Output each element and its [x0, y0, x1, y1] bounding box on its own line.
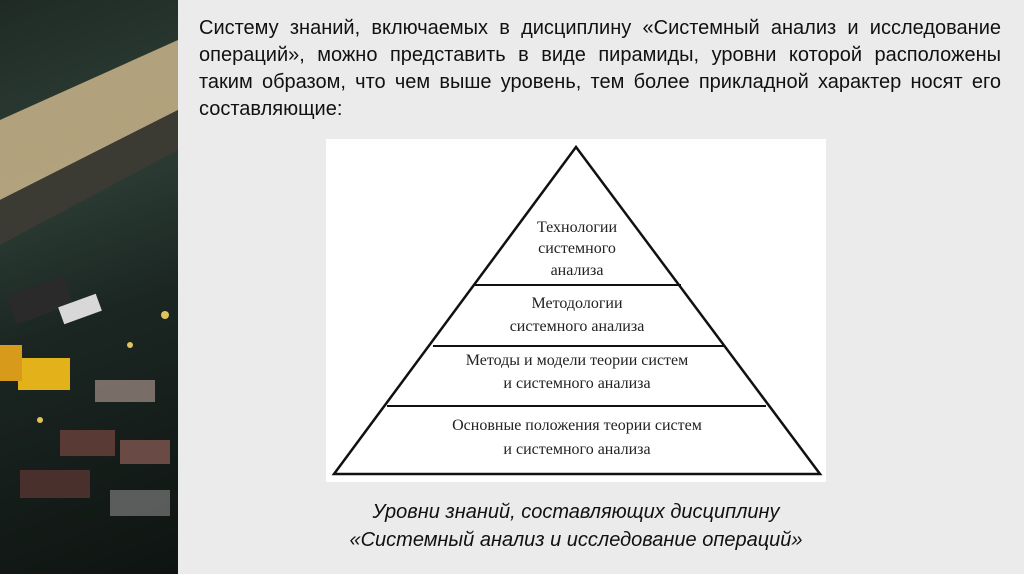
level-3-line-2: и системного анализа [503, 375, 651, 392]
pyramid-level-3 [466, 352, 689, 392]
circuit-board-illustration [0, 0, 178, 574]
level-1-line-3: анализа [550, 262, 604, 279]
circuit-board-photo [0, 0, 178, 574]
level-4-line-1: Основные положения теории систем [452, 417, 702, 434]
pyramid-level-1 [537, 219, 618, 279]
resistor-component [60, 430, 115, 456]
pyramid-svg [326, 139, 826, 482]
level-1-line-1: Технологии [536, 219, 618, 236]
level-2-line-2: системного анализа [509, 318, 645, 335]
caption-line-1: Уровни знаний, составляющих дисциплину [372, 501, 780, 523]
resistor-component [110, 490, 170, 516]
intro-paragraph: Систему знаний, включаемых в дисциплину «Системный анализ и исследование операций», можно представить в виде пирамиды, уровни которой расположены таким образом, что чем выше уровень, тем более прикладной характер носят его составляющие: [199, 17, 1001, 120]
pyramid-diagram [326, 139, 826, 482]
caption-line-2: «Системный анализ и исследование операций» [349, 529, 803, 551]
capacitor-yellow [18, 358, 70, 390]
solder-pad [127, 342, 133, 348]
level-1-line-2: системного [538, 240, 616, 257]
solder-pad [37, 417, 43, 423]
capacitor-orange [0, 345, 22, 381]
resistor-component [95, 380, 155, 402]
resistor-component [120, 440, 170, 464]
level-3-line-1: Методы и модели теории систем [465, 352, 689, 369]
level-2-line-1: Методологии [531, 295, 623, 312]
pyramid-level-2 [510, 295, 645, 335]
diagram-caption [326, 498, 826, 554]
level-4-line-2: и системного анализа [503, 441, 651, 458]
solder-pad [161, 311, 169, 319]
resistor-component [20, 470, 90, 498]
pyramid-level-4 [452, 417, 702, 458]
